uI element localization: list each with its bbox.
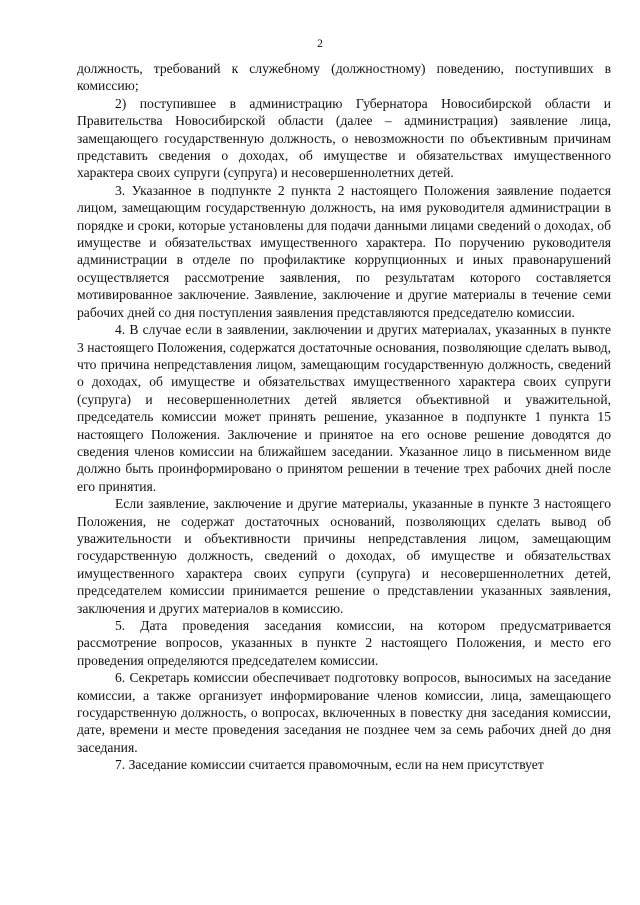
page-number: 2 bbox=[317, 38, 323, 50]
document-body bbox=[77, 60, 611, 774]
paragraph-continuation: должность, требований к служебному (должностному) поведению, поступивших в комиссию; bbox=[77, 61, 611, 94]
paragraph-clause-7: 7. Заседание комиссии считается правомочным, если на нем присутствует bbox=[115, 757, 544, 773]
paragraph-clause-4-continued: Если заявление, заключение и другие материалы, указанные в пункте 3 настоящего Положения, не содержат достаточных оснований, позволяющих сделать вывод об уважительности и объективности причины непредставления лицом, замещающим государственную должность, сведений о доходах, об имуществе и обязательствах имущественного характера своих супруги (супруга) и несовершеннолетних детей, председателем комиссии принимается решение о представлении указанных заявления, заключения и других материалов в комиссию. bbox=[77, 496, 611, 616]
paragraph-clause-4: 4. В случае если в заявлении, заключении и других материалах, указанных в пункте 3 настоящего Положения, содержатся достаточные основания, позволяющие сделать вывод, что причина непредставления лицом, замещающим государственную должность, сведений о доходах, об имуществе и обязательствах имущественного характера своих супруги (супруга) и несовершеннолетних детей является объективной и уважительной, председатель комиссии может принять решение, указанное в подпункте 1 пункта 15 настоящего Положения. Заключение и принятое на его основе решение доводятся до сведения членов комиссии на ближайшем заседании. Указанное лицо в письменном виде должно быть проинформировано о принятом решении в течение трех рабочих дней после его принятия. bbox=[77, 322, 611, 494]
paragraph-clause-6: 6. Секретарь комиссии обеспечивает подготовку вопросов, выносимых на заседание комиссии, а также организует информирование членов комиссии, лица, замещающего государственную должность, о вопросах, включенных в повестку дня заседания комиссии, дате, времени и месте проведения заседания не позднее чем за семь рабочих дней до дня заседания. bbox=[77, 670, 611, 755]
paragraph-item-2: 2) поступившее в администрацию Губернатора Новосибирской области и Правительства Новосибирской области (далее – администрация) заявление лица, замещающего государственную должность, о невозможности по объективным причинам представить сведения о доходах, об имуществе и обязательствах имущественного характера своих супруги (супруга) и несовершеннолетних детей. bbox=[77, 95, 611, 181]
paragraph-clause-5: 5. Дата проведения заседания комиссии, на котором предусматривается рассмотрение вопросов, указанных в пункте 2 настоящего Положения, и место его проведения определяются председателем комиссии. bbox=[77, 618, 611, 668]
paragraph-clause-3: 3. Указанное в подпункте 2 пункта 2 настоящего Положения заявление подается лицом, замещающим государственную должность, на имя руководителя администрации в порядке и сроки, которые установлены для подачи данными лицами сведений о доходах, об имуществе и обязательствах имущественного характера. По поручению руководителя администрации в отделе по профилактике коррупционных и иных правонарушений осуществляется рассмотрение заявления, по результатам которого составляется мотивированное заключение. Заявление, заключение и другие материалы в течение семи рабочих дней со дня поступления заявления представляются председателю комиссии. bbox=[77, 182, 611, 320]
